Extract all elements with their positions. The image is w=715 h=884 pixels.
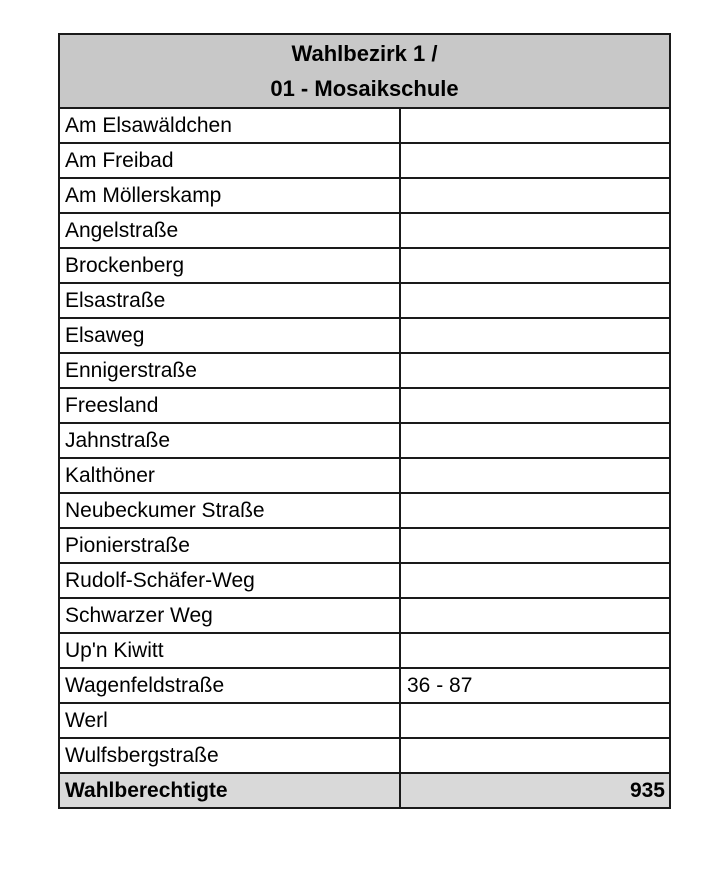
house-number-range-cell — [400, 248, 670, 283]
house-number-range-cell — [400, 213, 670, 248]
house-number-range-cell — [400, 318, 670, 353]
district-title — [59, 34, 670, 108]
table-header-row — [59, 34, 670, 108]
district-street-table — [58, 33, 671, 809]
house-number-range-cell — [400, 563, 670, 598]
house-number-range-cell — [400, 353, 670, 388]
street-name-cell: Up'n Kiwitt — [59, 633, 400, 668]
street-name-cell: Am Freibad — [59, 143, 400, 178]
street-name-cell: Wulfsbergstraße — [59, 738, 400, 773]
table-row — [59, 423, 670, 458]
total-row — [59, 773, 670, 808]
table-row — [59, 458, 670, 493]
house-number-range-cell — [400, 528, 670, 563]
street-name-cell: Ennigerstraße — [59, 353, 400, 388]
street-name-cell: Brockenberg — [59, 248, 400, 283]
table-row — [59, 248, 670, 283]
table-row — [59, 178, 670, 213]
table-row — [59, 668, 670, 703]
table-row — [59, 563, 670, 598]
table-row — [59, 213, 670, 248]
table-row — [59, 318, 670, 353]
house-number-range-cell — [400, 458, 670, 493]
street-name-cell: Freesland — [59, 388, 400, 423]
street-name-cell: Wagenfeldstraße — [59, 668, 400, 703]
street-name-cell: Pionierstraße — [59, 528, 400, 563]
table-row — [59, 528, 670, 563]
street-name-cell: Am Elsawäldchen — [59, 108, 400, 143]
total-label: Wahlberechtigte — [59, 773, 400, 808]
house-number-range-cell — [400, 738, 670, 773]
table-row — [59, 283, 670, 318]
table-row — [59, 388, 670, 423]
table-row — [59, 633, 670, 668]
table-row — [59, 598, 670, 633]
street-name-cell: Schwarzer Weg — [59, 598, 400, 633]
street-name-cell: Neubeckumer Straße — [59, 493, 400, 528]
street-name-cell: Kalthöner — [59, 458, 400, 493]
district-title-line2: 01 - Mosaikschule — [270, 76, 459, 101]
house-number-range-cell — [400, 283, 670, 318]
street-list — [59, 108, 670, 773]
house-number-range-cell — [400, 178, 670, 213]
table-row — [59, 738, 670, 773]
table-row — [59, 493, 670, 528]
street-name-cell: Jahnstraße — [59, 423, 400, 458]
street-name-cell: Rudolf-Schäfer-Weg — [59, 563, 400, 598]
table-row — [59, 353, 670, 388]
house-number-range-cell — [400, 633, 670, 668]
street-name-cell: Werl — [59, 703, 400, 738]
house-number-range-cell — [400, 598, 670, 633]
house-number-range-cell — [400, 703, 670, 738]
table-row — [59, 143, 670, 178]
house-number-range-cell: 36 - 87 — [400, 668, 670, 703]
street-name-cell: Elsaweg — [59, 318, 400, 353]
street-name-cell: Angelstraße — [59, 213, 400, 248]
total-value: 935 — [400, 773, 670, 808]
house-number-range-cell — [400, 423, 670, 458]
house-number-range-cell — [400, 143, 670, 178]
house-number-range-cell — [400, 108, 670, 143]
house-number-range-cell — [400, 388, 670, 423]
district-title-line1: Wahlbezirk 1 / — [291, 41, 438, 66]
table-row — [59, 108, 670, 143]
street-name-cell: Am Möllerskamp — [59, 178, 400, 213]
street-name-cell: Elsastraße — [59, 283, 400, 318]
table-row — [59, 703, 670, 738]
house-number-range-cell — [400, 493, 670, 528]
